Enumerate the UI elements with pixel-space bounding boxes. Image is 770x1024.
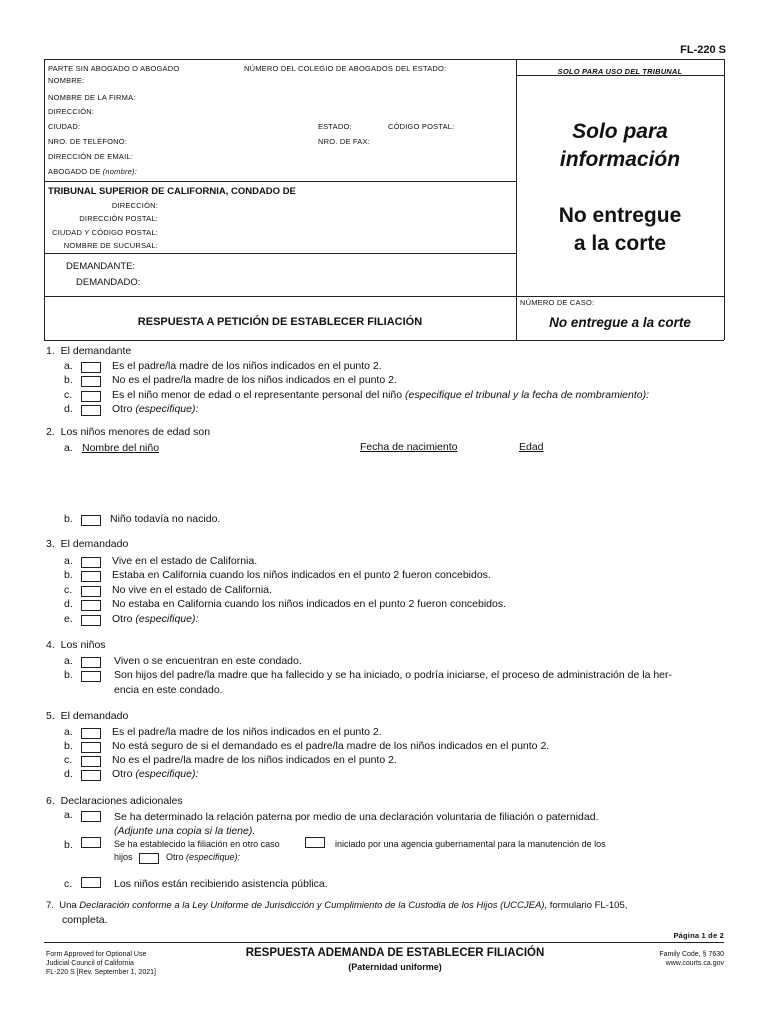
item-6a-hint: (Adjunte una copia si la tiene). <box>114 825 256 837</box>
item-1-title: El demandante <box>60 345 132 357</box>
page-number: Página 1 de 2 <box>673 931 724 940</box>
approval-line2: Judicial Council of California <box>46 960 134 967</box>
item-4-heading <box>46 639 106 651</box>
item-6c-text: Los niños están recibiendo asistencia pública. <box>114 878 328 890</box>
item-6b-children-text: hijos <box>114 852 133 862</box>
zip-label: CÓDIGO POSTAL: <box>388 122 455 131</box>
item-6-heading <box>46 795 183 807</box>
party-label: PARTE SIN ABOGADO O ABOGADO <box>48 64 180 73</box>
watermark-line3: No entregue <box>558 204 682 227</box>
item-6b-other-hint: (especifique): <box>186 852 241 862</box>
item-5d-letter: d. <box>64 768 73 780</box>
item-7-ital: Declaración conforme a la Ley Uniforme de Jurisdicción y Cumplimiento de la Custodia de los Hijos (UCCJEA), <box>79 900 548 911</box>
item-6b-text: Se ha establecido la filiación en otro caso <box>114 839 280 849</box>
item-2a-letter: a. <box>64 442 73 454</box>
item-1d-letter: d. <box>64 403 73 415</box>
item-6a-text: Se ha determinado la relación paterna por medio de una declaración voluntaria de filiación o paternidad. <box>114 811 599 823</box>
firm-label: NOMBRE DE LA FIRMA: <box>48 93 136 102</box>
item-7-line2: completa. <box>62 914 108 926</box>
item-4-num: 4. <box>46 639 55 651</box>
item-5-title: El demandado <box>60 710 129 722</box>
respondent-label: DEMANDADO: <box>76 277 141 288</box>
item-6b-other-checkbox[interactable] <box>139 853 159 864</box>
approval-block <box>46 950 156 977</box>
watermark-line4: a la corte <box>573 232 667 255</box>
court-city-zip-label: CIUDAD Y CÓDIGO POSTAL: <box>52 228 158 237</box>
item-5d-checkbox[interactable] <box>81 770 101 781</box>
item-5a-letter: a. <box>64 726 73 738</box>
item-3d-checkbox[interactable] <box>81 600 101 611</box>
item-5d-text: Otro <box>112 768 133 780</box>
item-5-heading <box>46 710 128 722</box>
item-2-title: Los niños menores de edad son <box>60 426 211 438</box>
item-6b-checkbox[interactable] <box>81 837 101 848</box>
item-1b-checkbox[interactable] <box>81 376 101 387</box>
item-5a-checkbox[interactable] <box>81 728 101 739</box>
item-6a-letter: a. <box>64 809 73 821</box>
item-6-title: Declaraciones adicionales <box>60 795 183 807</box>
col-birth-date: Fecha de nacimiento <box>360 441 458 453</box>
item-3e-line <box>112 613 198 625</box>
website-link[interactable]: www.courts.ca.gov <box>665 960 724 967</box>
item-3e-hint: (especifique): <box>135 613 199 625</box>
watermark-line1: Solo para <box>572 120 668 143</box>
item-3b-checkbox[interactable] <box>81 571 101 582</box>
item-1c-letter: c. <box>64 389 73 401</box>
watermark-warning <box>516 202 724 258</box>
item-3a-letter: a. <box>64 555 73 567</box>
item-6b-agency-checkbox[interactable] <box>305 837 325 848</box>
item-3-heading <box>46 538 128 550</box>
item-2b-checkbox[interactable] <box>81 515 101 526</box>
item-3b-text: Estaba en California cuando los niños indicados en el punto 2 fueron concebidos. <box>112 569 491 581</box>
item-5c-letter: c. <box>64 754 73 766</box>
item-4b-letter: b. <box>64 669 73 681</box>
item-1c-hint: (especifique el tribunal y la fecha de nombramiento): <box>405 389 650 401</box>
item-2-heading <box>46 426 210 438</box>
document-title: RESPUESTA A PETICIÓN DE ESTABLECER FILIACIÓN <box>137 316 423 328</box>
item-3e-letter: e. <box>64 613 73 625</box>
item-6b-other-line <box>166 852 240 862</box>
fax-label: NRO. DE FAX: <box>318 137 370 146</box>
approval-line1: Form Approved for Optional Use <box>46 951 147 958</box>
item-1d-checkbox[interactable] <box>81 405 101 416</box>
item-5d-hint: (especifique): <box>135 768 199 780</box>
item-7-line <box>46 900 627 911</box>
item-6a-checkbox[interactable] <box>81 811 101 822</box>
item-4a-text: Viven o se encuentran en este condado. <box>114 655 302 667</box>
item-3c-text: No vive en el estado de California. <box>112 584 272 596</box>
item-1c-line <box>112 389 649 401</box>
court-address-label: DIRECCIÓN: <box>111 201 158 210</box>
email-label: DIRECCIÓN DE EMAIL: <box>48 152 134 161</box>
item-5d-line <box>112 768 198 780</box>
item-1b-letter: b. <box>64 374 73 386</box>
item-6b-other-text: Otro <box>166 852 184 862</box>
item-6-num: 6. <box>46 795 55 807</box>
city-label: CIUDAD: <box>48 122 81 131</box>
item-4a-checkbox[interactable] <box>81 657 101 668</box>
item-1d-text: Otro <box>112 403 133 415</box>
item-3d-letter: d. <box>64 598 73 610</box>
item-4b-text-cont: encia en este condado. <box>114 684 223 696</box>
item-5c-text: No es el padre/la madre de los niños indicados en el punto 2. <box>112 754 397 766</box>
item-1a-text: Es el padre/la madre de los niños indicados en el punto 2. <box>112 360 382 372</box>
approval-line3: FL-220 S [Rev. September 1, 2021] <box>46 969 156 976</box>
item-7-lead: Una <box>59 900 77 911</box>
watermark-line2: información <box>559 148 681 171</box>
phone-label: NRO. DE TELÉFONO: <box>48 137 128 146</box>
item-1a-letter: a. <box>64 360 73 372</box>
item-5-num: 5. <box>46 710 55 722</box>
item-3b-letter: b. <box>64 569 73 581</box>
attorney-name-hint: (nombre): <box>102 167 138 176</box>
family-code: Family Code, § 7630 <box>659 951 724 958</box>
item-6c-letter: c. <box>64 878 73 890</box>
court-title: TRIBUNAL SUPERIOR DE CALIFORNIA, CONDADO DE <box>48 186 296 197</box>
item-2b-text: Niño todavía no nacido. <box>110 513 221 525</box>
item-1d-line <box>112 403 198 415</box>
item-3-title: El demandado <box>60 538 129 550</box>
item-3e-text: Otro <box>112 613 133 625</box>
court-use-label: SOLO PARA USO DEL TRIBUNAL <box>557 67 683 76</box>
address-label: DIRECCIÓN: <box>48 107 95 116</box>
item-7-num: 7. <box>46 900 54 911</box>
item-2-num: 2. <box>46 426 55 438</box>
item-6b-letter: b. <box>64 839 73 851</box>
item-7-tail: formulario FL-105, <box>549 900 628 911</box>
item-4b-text: Son hijos del padre/la madre que ha fallecido y se ha iniciado, o podría iniciarse, el proceso de administración de la her- <box>114 669 672 681</box>
item-4a-letter: a. <box>64 655 73 667</box>
item-5b-checkbox[interactable] <box>81 742 101 753</box>
item-1a-checkbox[interactable] <box>81 362 101 373</box>
attorney-for-label <box>48 167 137 176</box>
item-6b-agency-text: iniciado por una agencia gubernamental para la manutención de los <box>335 839 606 849</box>
item-5b-text: No está seguro de si el demandado es el padre/la madre de los niños indicados en el punto 2. <box>112 740 550 752</box>
item-3c-checkbox[interactable] <box>81 586 101 597</box>
name-label: NOMBRE: <box>48 76 85 85</box>
attorney-label-text: ABOGADO DE <box>48 167 101 176</box>
item-3c-letter: c. <box>64 584 73 596</box>
case-number-stamp: No entregue a la corte <box>549 315 691 330</box>
item-1d-hint: (especifique): <box>135 403 199 415</box>
item-3d-text: No estaba en California cuando los niños indicados en el punto 2 fueron concebidos. <box>112 598 507 610</box>
footer-subtitle: (Paternidad uniforme) <box>348 962 442 972</box>
bar-number-label: NÚMERO DEL COLEGIO DE ABOGADOS DEL ESTADO: <box>244 64 447 73</box>
item-1c-checkbox[interactable] <box>81 391 101 402</box>
form-number: FL-220 S <box>680 44 726 56</box>
item-2b-letter: b. <box>64 513 73 525</box>
petitioner-label: DEMANDANTE: <box>66 261 136 272</box>
state-label: ESTADO: <box>318 122 352 131</box>
item-1-heading <box>46 345 131 357</box>
citation-block <box>600 950 724 968</box>
item-5c-checkbox[interactable] <box>81 756 101 767</box>
item-5a-text: Es el padre/la madre de los niños indicados en el punto 2. <box>112 726 382 738</box>
item-4b-checkbox[interactable] <box>81 671 101 682</box>
item-4-title: Los niños <box>60 639 106 651</box>
court-branch-label: NOMBRE DE SUCURSAL: <box>63 241 158 250</box>
col-age: Edad <box>519 441 544 453</box>
case-number-label: NÚMERO DE CASO: <box>520 298 595 307</box>
item-1b-text: No es el padre/la madre de los niños indicados en el punto 2. <box>112 374 397 386</box>
item-3e-checkbox[interactable] <box>81 615 101 626</box>
item-3a-text: Vive en el estado de California. <box>112 555 258 567</box>
item-3-num: 3. <box>46 538 55 550</box>
item-3a-checkbox[interactable] <box>81 557 101 568</box>
item-5b-letter: b. <box>64 740 73 752</box>
court-mailing-label: DIRECCIÓN POSTAL: <box>79 214 158 223</box>
item-6c-checkbox[interactable] <box>81 877 101 888</box>
footer-title: RESPUESTA ADEMANDA DE ESTABLECER FILIACIÓN <box>245 947 545 959</box>
col-child-name: Nombre del niño <box>82 442 160 454</box>
watermark-info <box>516 118 724 174</box>
item-1-num: 1. <box>46 345 55 357</box>
item-1c-text: Es el niño menor de edad o el representante personal del niño <box>112 389 403 401</box>
